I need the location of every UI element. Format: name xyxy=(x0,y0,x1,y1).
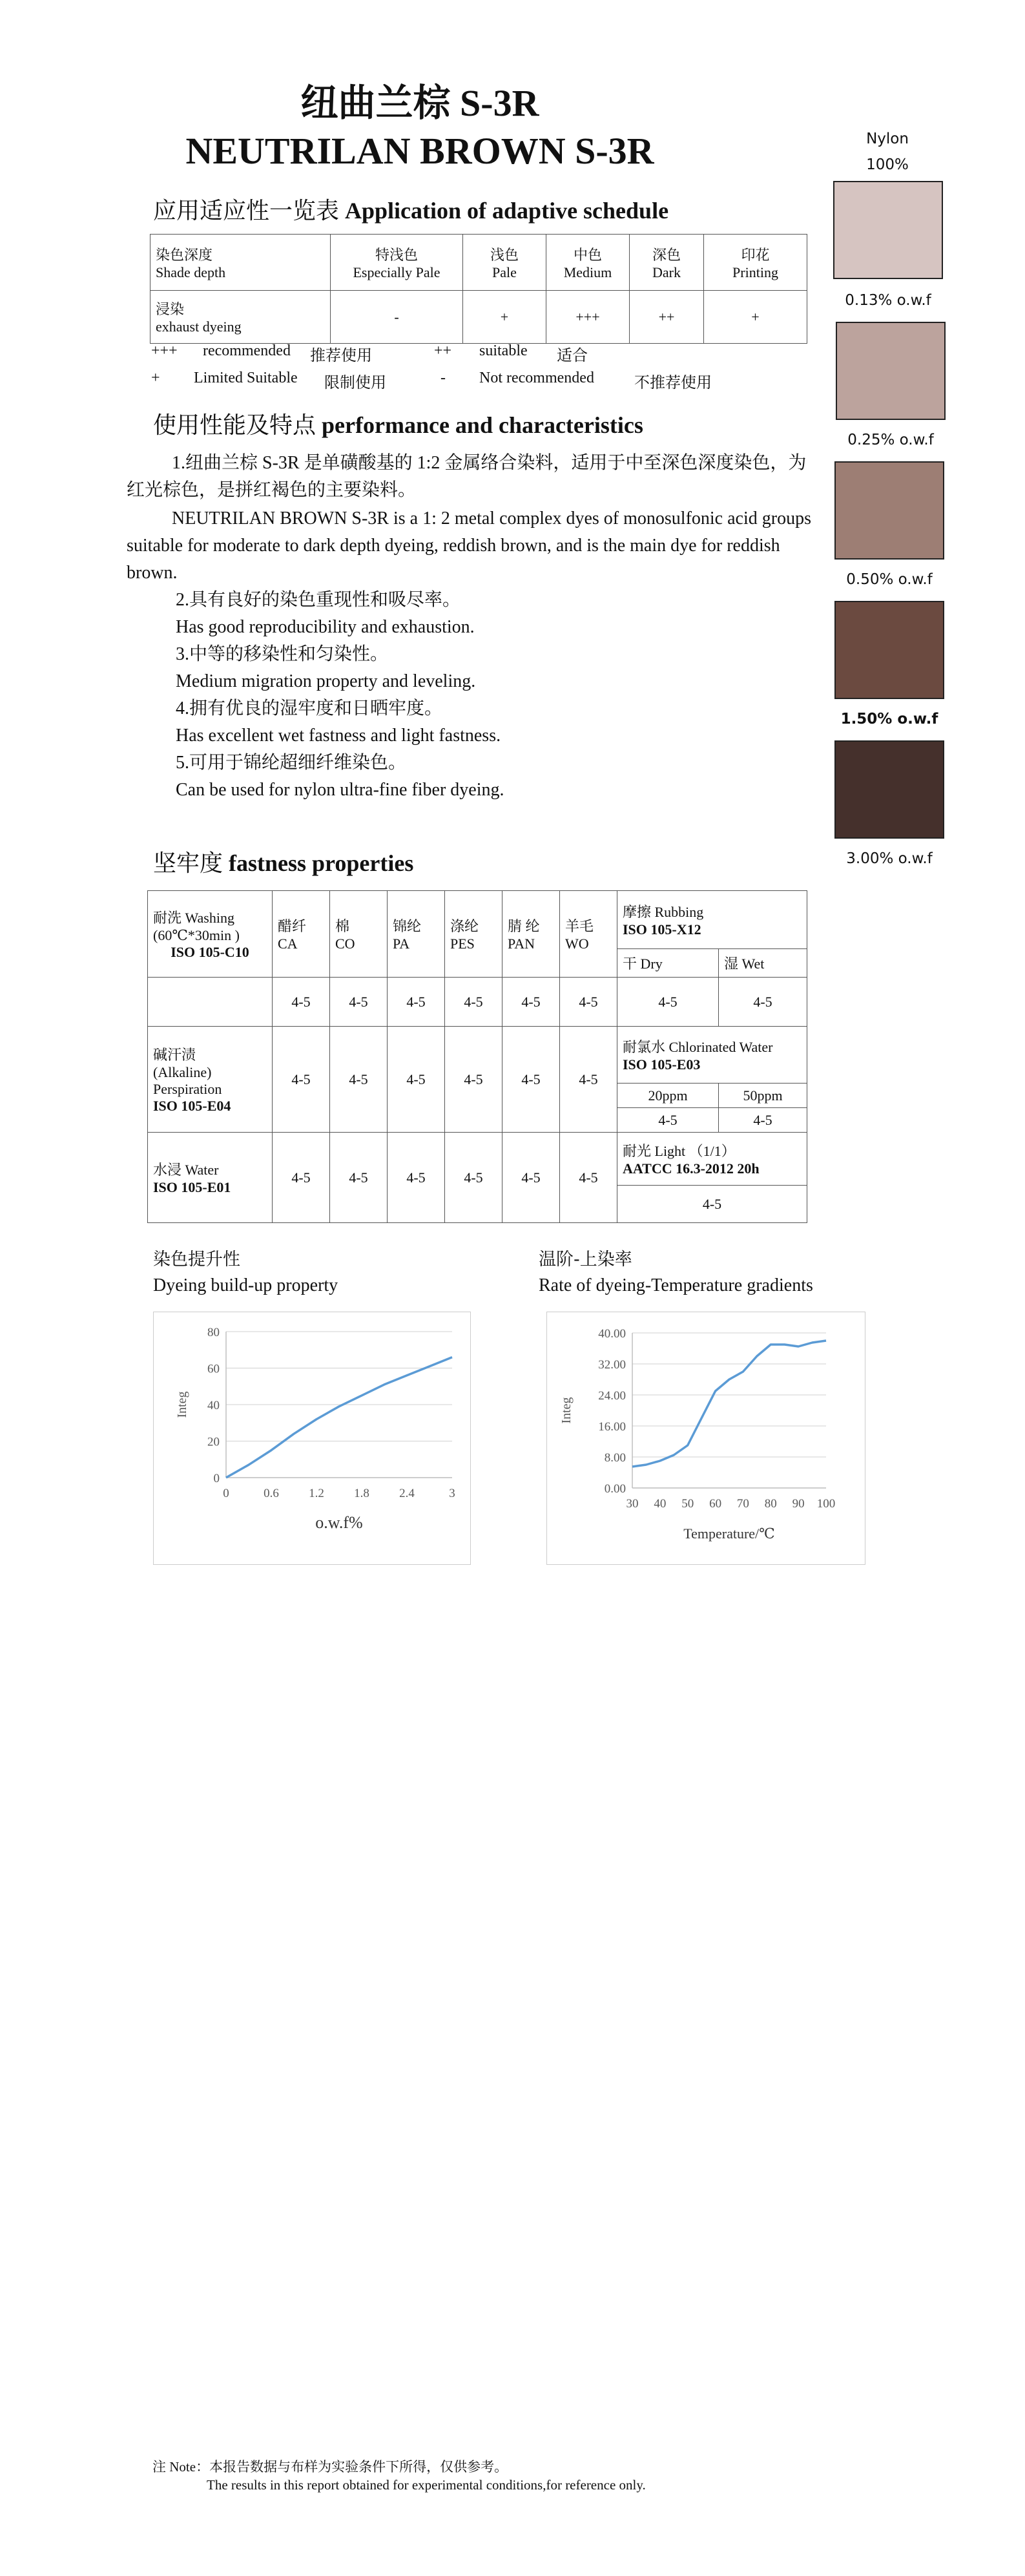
perspiration-l1: 碱汗渍 xyxy=(153,1047,196,1063)
fiber-cn: 腈 纶 xyxy=(508,918,540,934)
shade-depth-header xyxy=(150,235,331,291)
col-printing xyxy=(704,235,807,291)
note-en: The results in this report obtained for experimental conditions,for reference only. xyxy=(207,2477,646,2493)
legend-en: Limited Suitable xyxy=(194,370,298,386)
fastness-table xyxy=(147,890,807,1223)
col-label-en: Dark xyxy=(652,264,681,280)
performance-item: Has excellent wet fastness and light fastness. xyxy=(176,726,501,746)
exhaust-dyeing-label xyxy=(150,291,331,344)
y-axis-label: Integ xyxy=(175,1391,189,1418)
performance-p1-cn: 1.纽曲兰棕 S-3R 是单磺酸基的 1:2 金属络合染料，适用于中至深色深度染色，为红光棕色，是拼红褐色的主要染料。 xyxy=(127,453,807,500)
chlorinated-50ppm-label: 50ppm xyxy=(719,1084,807,1108)
washing-value: 4-5 xyxy=(273,978,330,1027)
water-value: 4-5 xyxy=(502,1133,560,1223)
x-tick-label: 0 xyxy=(223,1487,229,1500)
y-tick-label: 0 xyxy=(213,1472,220,1485)
swatch-label: 1.50% o.w.f xyxy=(840,711,938,728)
legend-symbol: - xyxy=(440,370,446,386)
x-tick-label: 1.2 xyxy=(309,1487,324,1500)
chlorinated-label xyxy=(617,1027,807,1084)
fiber-wo xyxy=(560,891,617,978)
water-value: 4-5 xyxy=(445,1133,502,1223)
light-label xyxy=(617,1133,807,1186)
note-cn: 注 Note：本报告数据与布样为实验条件下所得，仅供参考。 xyxy=(152,2459,508,2475)
swatch-header-line1: Nylon xyxy=(866,131,909,147)
chlorinated-50ppm-value: 4-5 xyxy=(719,1108,807,1133)
y-axis-label: Integ xyxy=(559,1397,574,1424)
swatch-header-line2: 100% xyxy=(866,156,909,173)
series-line xyxy=(632,1341,826,1467)
fiber-pan xyxy=(502,891,560,978)
rate-chart xyxy=(547,1312,865,1564)
col-especially-pale xyxy=(331,235,463,291)
fiber-cn: 棉 xyxy=(335,918,350,934)
application-heading xyxy=(153,193,668,225)
performance-item: 3.中等的移染性和匀染性。 xyxy=(176,644,389,664)
performance-item: 2.具有良好的染色重现性和吸尽率。 xyxy=(176,590,461,610)
y-tick-label: 40.00 xyxy=(598,1327,626,1341)
chlorinated-20ppm-label: 20ppm xyxy=(617,1084,719,1108)
col-label-en: Printing xyxy=(732,264,778,280)
y-tick-label: 16.00 xyxy=(598,1420,626,1434)
y-tick-label: 40 xyxy=(207,1399,220,1412)
x-tick-label: 60 xyxy=(709,1497,722,1511)
x-tick-label: 70 xyxy=(736,1497,749,1511)
swatch-4 xyxy=(834,740,944,839)
swatch-3 xyxy=(834,601,944,699)
rubbing-wet-value: 4-5 xyxy=(719,978,807,1027)
performance-item: 4.拥有优良的湿牢度和日晒牢度。 xyxy=(176,698,443,718)
y-tick-label: 60 xyxy=(207,1362,220,1376)
col-medium xyxy=(546,235,630,291)
row-label-en: exhaust dyeing xyxy=(156,319,242,335)
perspiration-value: 4-5 xyxy=(330,1027,388,1133)
performance-item: Has good reproducibility and exhaustion. xyxy=(176,617,475,637)
swatch-label: 0.13% o.w.f xyxy=(845,292,931,309)
rating-cell: ++ xyxy=(630,291,704,344)
x-tick-label: 1.8 xyxy=(354,1487,369,1500)
col-label-en: Medium xyxy=(563,264,612,280)
fastness-heading-en: fastness properties xyxy=(229,850,414,876)
performance-item: 5.可用于锦纶超细纤维染色。 xyxy=(176,753,407,773)
water-value: 4-5 xyxy=(388,1133,445,1223)
fastness-heading xyxy=(153,845,413,878)
legend-symbol: +++ xyxy=(151,342,178,359)
y-tick-label: 32.00 xyxy=(598,1358,626,1372)
chlorinated-l1: 耐氯水 Chlorinated Water xyxy=(623,1039,773,1055)
perspiration-value: 4-5 xyxy=(502,1027,560,1133)
fiber-en: PES xyxy=(450,936,475,952)
performance-heading-en: performance and characteristics xyxy=(322,412,643,438)
fiber-pa xyxy=(388,891,445,978)
washing-value: 4-5 xyxy=(445,978,502,1027)
perspiration-label xyxy=(148,1027,273,1133)
shade-depth-en: Shade depth xyxy=(156,264,226,280)
x-tick-label: 2.4 xyxy=(399,1487,415,1500)
fiber-en: WO xyxy=(565,936,589,952)
rate-title xyxy=(539,1247,813,1299)
y-tick-label: 80 xyxy=(207,1326,220,1339)
row-label-cn: 浸染 xyxy=(156,301,185,317)
rubbing-wet-label: 湿 Wet xyxy=(719,949,807,978)
col-pale xyxy=(463,235,546,291)
washing-spacer xyxy=(148,978,273,1027)
application-heading-cn: 应用适应性一览表 xyxy=(153,198,340,224)
fiber-en: PA xyxy=(393,936,410,952)
rubbing-dry-value: 4-5 xyxy=(617,978,719,1027)
y-tick-label: 0.00 xyxy=(604,1482,626,1496)
legend-en: recommended xyxy=(203,342,291,359)
fiber-pes xyxy=(445,891,502,978)
x-tick-label: 80 xyxy=(764,1497,777,1511)
chlorinated-std: ISO 105-E03 xyxy=(623,1056,701,1073)
rubbing-std: ISO 105-X12 xyxy=(623,921,701,937)
perspiration-value: 4-5 xyxy=(445,1027,502,1133)
x-axis-label: Temperature/℃ xyxy=(683,1525,775,1542)
page-title-cn: 纽曲兰棕 S-3R xyxy=(300,82,539,124)
swatch-label: 0.25% o.w.f xyxy=(847,432,934,448)
fiber-cn: 醋纤 xyxy=(278,918,307,934)
x-tick-label: 40 xyxy=(654,1497,667,1511)
col-label-cn: 特浅色 xyxy=(375,246,418,263)
shade-depth-cn: 染色深度 xyxy=(156,246,213,263)
series-line xyxy=(226,1357,452,1478)
col-label-cn: 浅色 xyxy=(490,246,519,263)
col-label-en: Especially Pale xyxy=(353,264,440,280)
perspiration-l2: (Alkaline) xyxy=(153,1064,212,1080)
fiber-cn: 涤纶 xyxy=(450,918,479,934)
legend-cn: 不推荐使用 xyxy=(634,375,712,392)
rating-cell: + xyxy=(463,291,546,344)
x-axis-label: o.w.f% xyxy=(315,1513,363,1532)
legend-en: suitable xyxy=(479,342,528,359)
y-tick-label: 8.00 xyxy=(604,1451,626,1465)
application-heading-en: Application of adaptive schedule xyxy=(345,198,669,224)
performance-item: Medium migration property and leveling. xyxy=(176,671,476,691)
rubbing-label xyxy=(617,891,807,949)
application-table xyxy=(150,234,807,344)
rate-title-cn: 温阶-上染率 xyxy=(539,1250,632,1270)
perspiration-value: 4-5 xyxy=(388,1027,445,1133)
x-tick-label: 100 xyxy=(816,1497,836,1511)
water-l1: 水浸 Water xyxy=(153,1162,219,1178)
col-label-cn: 深色 xyxy=(652,246,681,263)
washing-l1: 耐洗 Washing xyxy=(153,910,234,926)
rating-cell: + xyxy=(704,291,807,344)
water-value: 4-5 xyxy=(560,1133,617,1223)
x-tick-label: 50 xyxy=(681,1497,694,1511)
water-std: ISO 105-E01 xyxy=(153,1179,231,1195)
swatch-header xyxy=(823,126,952,178)
fiber-cn: 锦纶 xyxy=(393,918,422,934)
rubbing-l1: 摩擦 Rubbing xyxy=(623,904,704,920)
swatch-0 xyxy=(833,181,943,279)
rating-cell: +++ xyxy=(546,291,630,344)
col-label-en: Pale xyxy=(492,264,517,280)
legend-symbol: ++ xyxy=(434,342,452,359)
washing-value: 4-5 xyxy=(560,978,617,1027)
fiber-cn: 羊毛 xyxy=(565,918,594,934)
washing-value: 4-5 xyxy=(388,978,445,1027)
washing-value: 4-5 xyxy=(330,978,388,1027)
light-value: 4-5 xyxy=(617,1186,807,1223)
performance-heading xyxy=(153,407,643,440)
light-std: AATCC 16.3-2012 20h xyxy=(623,1160,760,1177)
perspiration-value: 4-5 xyxy=(273,1027,330,1133)
y-tick-label: 24.00 xyxy=(598,1389,626,1403)
rate-chart-box xyxy=(546,1312,865,1565)
performance-list xyxy=(176,587,822,804)
buildup-chart xyxy=(154,1312,470,1564)
page-title-en: NEUTRILAN BROWN S-3R xyxy=(185,130,654,172)
rate-title-en: Rate of dyeing-Temperature gradients xyxy=(539,1275,813,1295)
swatch-1 xyxy=(836,322,946,420)
swatch-label: 3.00% o.w.f xyxy=(846,850,933,867)
performance-heading-cn: 使用性能及特点 xyxy=(153,412,316,439)
water-label xyxy=(148,1133,273,1223)
buildup-chart-box xyxy=(153,1312,471,1565)
fiber-en: CO xyxy=(335,936,355,952)
chlorinated-20ppm-value: 4-5 xyxy=(617,1108,719,1133)
performance-p1-en: NEUTRILAN BROWN S-3R is a 1: 2 metal complex dyes of monosulfonic acid groups suitable for moderate to dark depth dyeing, reddish brown, and is the main dye for reddish brown. xyxy=(127,508,811,583)
legend-en: Not recommended xyxy=(479,370,594,386)
buildup-title xyxy=(153,1247,338,1299)
swatch-label: 0.50% o.w.f xyxy=(846,571,933,588)
x-tick-label: 30 xyxy=(626,1497,639,1511)
x-tick-label: 90 xyxy=(792,1497,805,1511)
x-tick-label: 0.6 xyxy=(264,1487,279,1500)
washing-value: 4-5 xyxy=(502,978,560,1027)
water-value: 4-5 xyxy=(330,1133,388,1223)
perspiration-value: 4-5 xyxy=(560,1027,617,1133)
buildup-title-cn: 染色提升性 xyxy=(153,1250,240,1270)
fiber-co xyxy=(330,891,388,978)
legend-symbol: + xyxy=(151,370,160,386)
rating-cell: - xyxy=(331,291,463,344)
performance-item: Can be used for nylon ultra-fine fiber dyeing. xyxy=(176,780,504,800)
washing-l2: (60℃*30min ) xyxy=(153,927,240,943)
fiber-ca xyxy=(273,891,330,978)
perspiration-l3: Perspiration xyxy=(153,1081,222,1097)
legend-cn: 限制使用 xyxy=(324,375,386,392)
washing-std: ISO 105-C10 xyxy=(171,944,249,960)
rubbing-dry-label: 干 Dry xyxy=(617,949,719,978)
swatch-2 xyxy=(834,461,944,560)
water-value: 4-5 xyxy=(273,1133,330,1223)
col-dark xyxy=(630,235,704,291)
y-tick-label: 20 xyxy=(207,1435,220,1449)
perspiration-std: ISO 105-E04 xyxy=(153,1098,231,1114)
buildup-title-en: Dyeing build-up property xyxy=(153,1275,338,1295)
legend-cn: 推荐使用 xyxy=(310,348,372,364)
x-tick-label: 3 xyxy=(449,1487,455,1500)
legend-cn: 适合 xyxy=(557,348,588,364)
col-label-cn: 中色 xyxy=(573,246,602,263)
col-label-cn: 印花 xyxy=(741,246,770,263)
fiber-en: PAN xyxy=(508,936,535,952)
washing-label xyxy=(148,891,273,978)
application-legend xyxy=(150,342,809,397)
light-l1: 耐光 Light （1/1） xyxy=(623,1143,736,1159)
fastness-heading-cn: 坚牢度 xyxy=(153,850,223,877)
fiber-en: CA xyxy=(278,936,298,952)
